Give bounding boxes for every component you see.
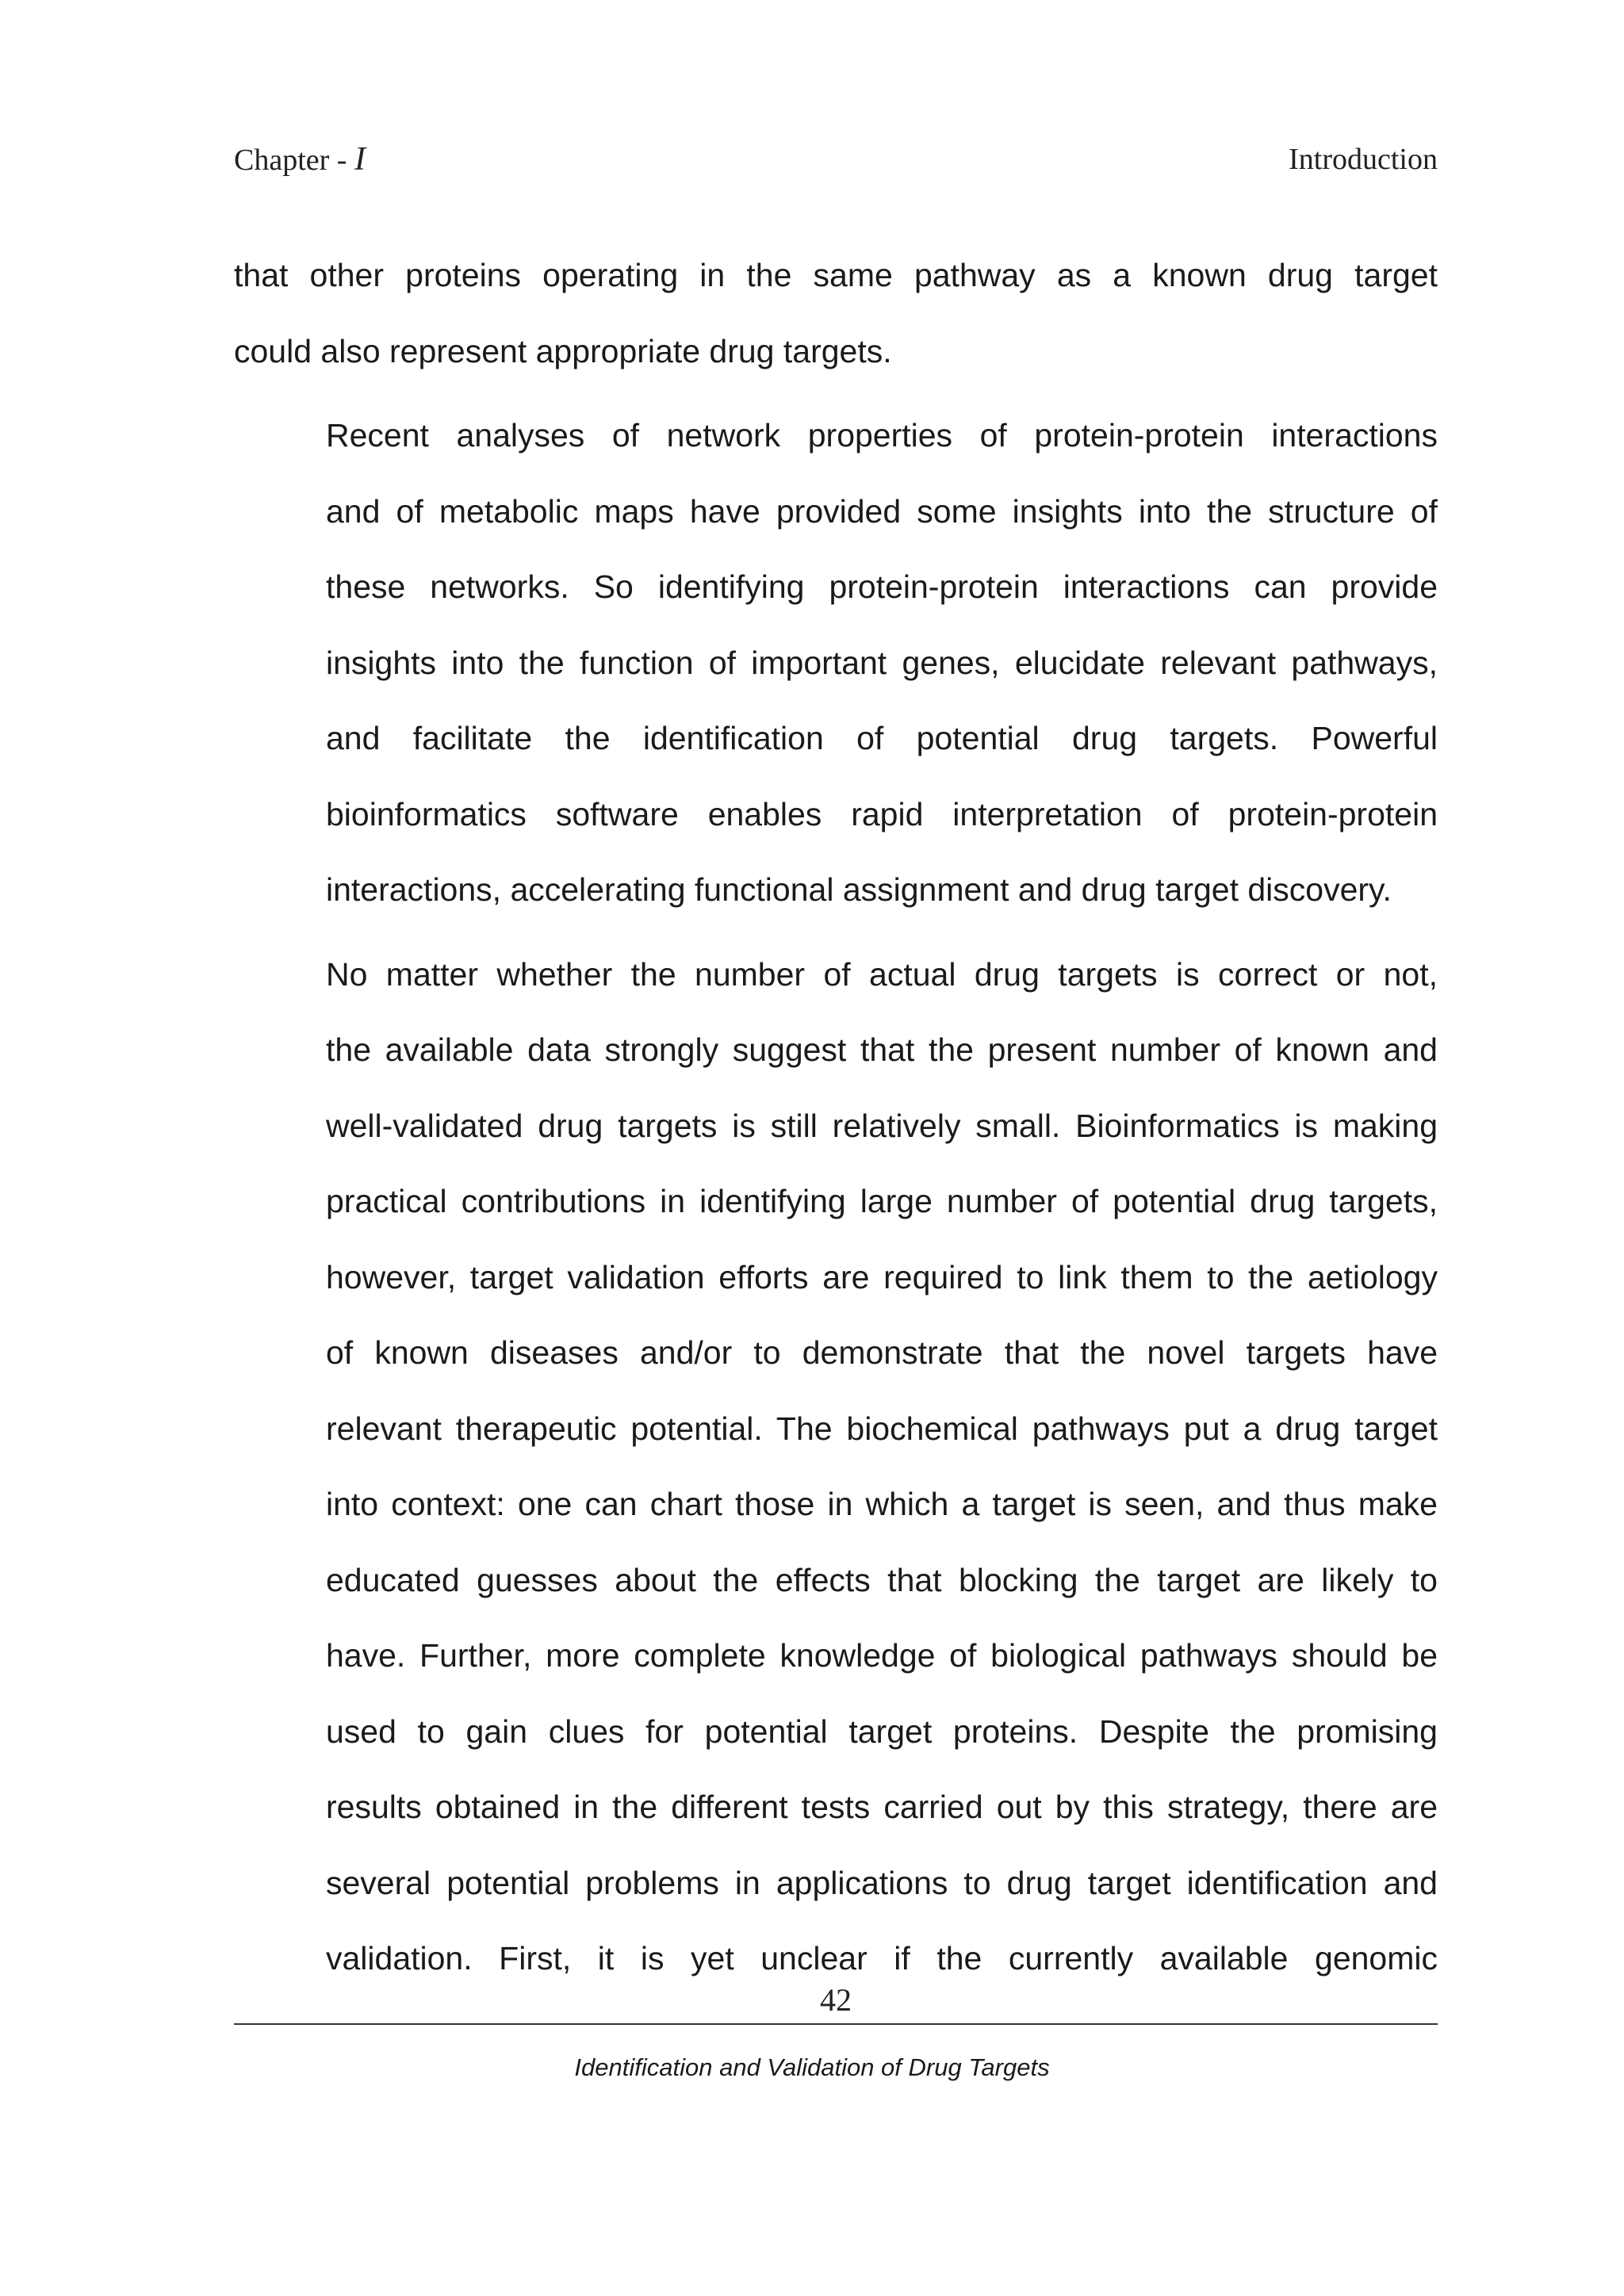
text-line: into context: one can chart those in which a target is seen, and thus make [326,1486,1438,1522]
chapter-label: Chapter - [234,144,354,177]
chapter-numeral: I [354,141,366,178]
text-line: bioinformatics software enables rapid interpretation of protein-protein [326,795,1438,832]
running-header-section: Introduction [1289,143,1438,176]
text-line: and of metabolic maps have provided some insights into the structure of [326,492,1438,530]
page-number: 42 [820,1982,852,2018]
footer-title: Identification and Validation of Drug Targets [574,2053,1050,2081]
body-text [234,238,1438,1997]
text-line: that other proteins operating in the same pathway as a known drug target [234,257,1438,293]
text-line: used to gain clues for potential target proteins. Despite the promising [326,1712,1438,1750]
text-line: well-validated drug targets is still relatively small. Bioinformatics is making [326,1107,1438,1144]
text-line: Recent analyses of network properties of protein-protein interactions [326,417,1438,453]
footer-divider [234,2023,1438,2025]
paragraph [234,937,1438,1997]
text-line: interactions, accelerating functional assignment and drug target discovery. [326,871,1392,908]
text-line: and facilitate the identification of potential drug targets. Powerful [326,720,1438,756]
text-line: of known diseases and/or to demonstrate that the novel targets have [326,1334,1438,1371]
text-line: No matter whether the number of actual drug targets is correct or not, [326,955,1438,993]
paragraph [234,398,1438,928]
text-line: have. Further, more complete knowledge of biological pathways should be [326,1637,1438,1674]
text-line: could also represent appropriate drug targets. [234,332,892,369]
text-line: practical contributions in identifying large number of potential drug targets, [326,1183,1438,1219]
text-line: several potential problems in applications to drug target identification and [326,1864,1438,1901]
text-line: validation. First, it is yet unclear if the currently available genomic [326,1940,1438,1976]
running-header-chapter [234,140,366,180]
text-line: educated guesses about the effects that blocking the target are likely to [326,1561,1438,1598]
text-line: results obtained in the different tests carried out by this strategy, there are [326,1789,1438,1825]
text-line: these networks. So identifying protein-protein interactions can provide [326,568,1438,605]
text-line: insights into the function of important genes, elucidate relevant pathways, [326,644,1438,681]
text-line: the available data strongly suggest that the present number of known and [326,1031,1438,1068]
text-line: relevant therapeutic potential. The biochemical pathways put a drug target [326,1410,1438,1447]
paragraph [234,238,1438,389]
text-line: however, target validation efforts are required to link them to the aetiology [326,1258,1438,1295]
